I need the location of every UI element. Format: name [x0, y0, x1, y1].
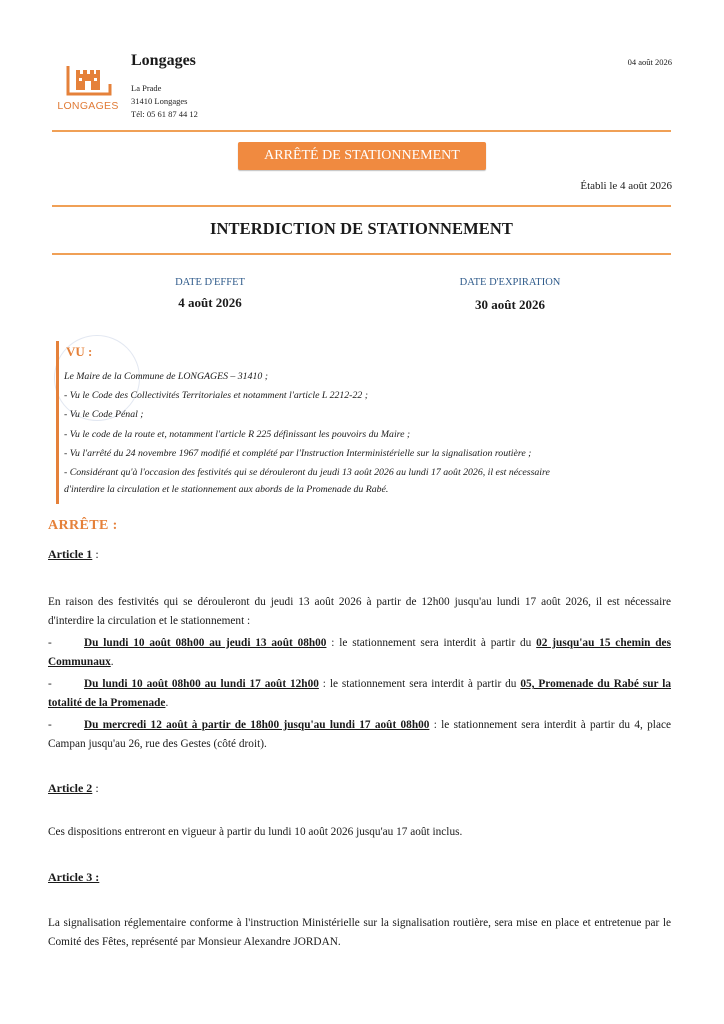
- bullet-3-period: Du mercredi 12 août à partir de 18h00 jusqu'au lundi 17 août 08h00: [84, 719, 430, 731]
- address-line-2: 31410 Longages: [131, 96, 188, 106]
- article-3-heading: [48, 868, 99, 886]
- main-heading: INTERDICTION DE STATIONNEMENT: [209, 219, 513, 238]
- vu-item: Le Maire de la Commune de LONGAGES – 31410 ;: [64, 371, 268, 382]
- address-phone: Tél: 05 61 87 44 12: [131, 109, 198, 119]
- article-3-label: Article 3 :: [48, 870, 100, 884]
- bullet-dash: -: [48, 719, 52, 731]
- article-1-bullet-1: [48, 634, 671, 672]
- bullet-dash: -: [48, 678, 52, 690]
- article-1-label: Article 1: [48, 547, 93, 561]
- divider: [52, 130, 671, 132]
- vu-item: - Vu le code de la route et, notamment l'article R 225 définissant les pouvoirs du Maire ;: [64, 429, 411, 440]
- article-1-bullet-2: [48, 675, 671, 713]
- bullet-1-end: .: [110, 656, 114, 668]
- expiration-date-value: 30 août 2026: [474, 297, 546, 312]
- document-type-banner: ARRÊTÉ DE STATIONNEMENT: [238, 142, 486, 170]
- article-2-heading: [48, 779, 99, 797]
- vu-title: VU :: [66, 344, 93, 359]
- bullet-2-period: Du lundi 10 août 08h00 au lundi 17 août 12h00: [84, 678, 319, 690]
- bullet-3-text: : le stationnement sera interdit à partir du 4, place Campan jusqu'au 26, rue des Gestes (côté droit).: [48, 719, 671, 750]
- vu-item: - Vu le Code Pénal ;: [64, 409, 144, 420]
- article-2-label: Article 2: [48, 781, 93, 795]
- effective-date-label: DATE D'EFFET: [175, 277, 245, 288]
- document-date: 04 août 2026: [627, 57, 672, 67]
- castle-logo-icon: [58, 60, 120, 102]
- vu-item: - Vu le Code des Collectivités Territoriales et notamment l'article L 2212-22 ;: [64, 390, 368, 401]
- article-2-text: Ces dispositions entreront en vigueur à partir du lundi 10 août 2026 jusqu'au 17 août inclus.: [48, 826, 463, 838]
- vu-item: d'interdire la circulation et le stationnement aux abords de la Promenade du Rabé.: [64, 484, 389, 495]
- article-1-intro: En raison des festivités qui se dérouleront du jeudi 13 août 2026 à partir de 12h00 jusqu'au lundi 17 août 2026, il est nécessaire d'interdire la circulation et le stationnement :: [48, 596, 671, 627]
- vu-item: - Considérant qu'à l'occasion des festivités qui se dérouleront du jeudi 13 août 2026 au lundi 17 août 2026, il est nécessaire: [64, 467, 550, 478]
- established-date: Établi le 4 août 2026: [580, 180, 672, 192]
- org-name: Longages: [131, 52, 196, 69]
- bullet-1-location: 02 jusqu'au 15 chemin des Communaux: [48, 637, 671, 668]
- bullet-1-text: : le stationnement sera interdit à partir du: [326, 637, 537, 649]
- bullet-2-location: 05, Promenade du Rabé sur la totalité de la Promenade: [48, 678, 671, 709]
- vu-item: - Vu l'arrêté du 24 novembre 1967 modifié et complété par l'Instruction Interministérielle sur la signalisation routière ;: [64, 448, 532, 459]
- article-2-colon: :: [92, 781, 99, 795]
- arrete-heading: ARRÊTE :: [48, 518, 118, 533]
- vu-accent-bar: [56, 341, 59, 504]
- bullet-2-text: : le stationnement sera interdit à partir du: [318, 678, 521, 690]
- article-1-colon: :: [92, 547, 99, 561]
- article-1-heading: [48, 545, 99, 563]
- expiration-date-label: DATE D'EXPIRATION: [459, 277, 561, 288]
- bullet-1-period: Du lundi 10 août 08h00 au jeudi 13 août 08h00: [84, 637, 327, 649]
- article-3-text: La signalisation réglementaire conforme à l'instruction Ministérielle sur la signalisation routière, sera mise en place et entretenue par le Comité des Fêtes, représenté par Monsieur Alexandre JORDAN.: [48, 917, 671, 948]
- divider: [52, 253, 671, 255]
- bullet-dash: -: [48, 637, 52, 649]
- logo-caption: LONGAGES: [57, 100, 119, 112]
- effective-date-value: 4 août 2026: [178, 295, 242, 310]
- divider: [52, 205, 671, 207]
- address-line-1: La Prade: [131, 83, 162, 93]
- bullet-2-end: .: [165, 697, 169, 709]
- article-1-bullet-3: [48, 716, 671, 754]
